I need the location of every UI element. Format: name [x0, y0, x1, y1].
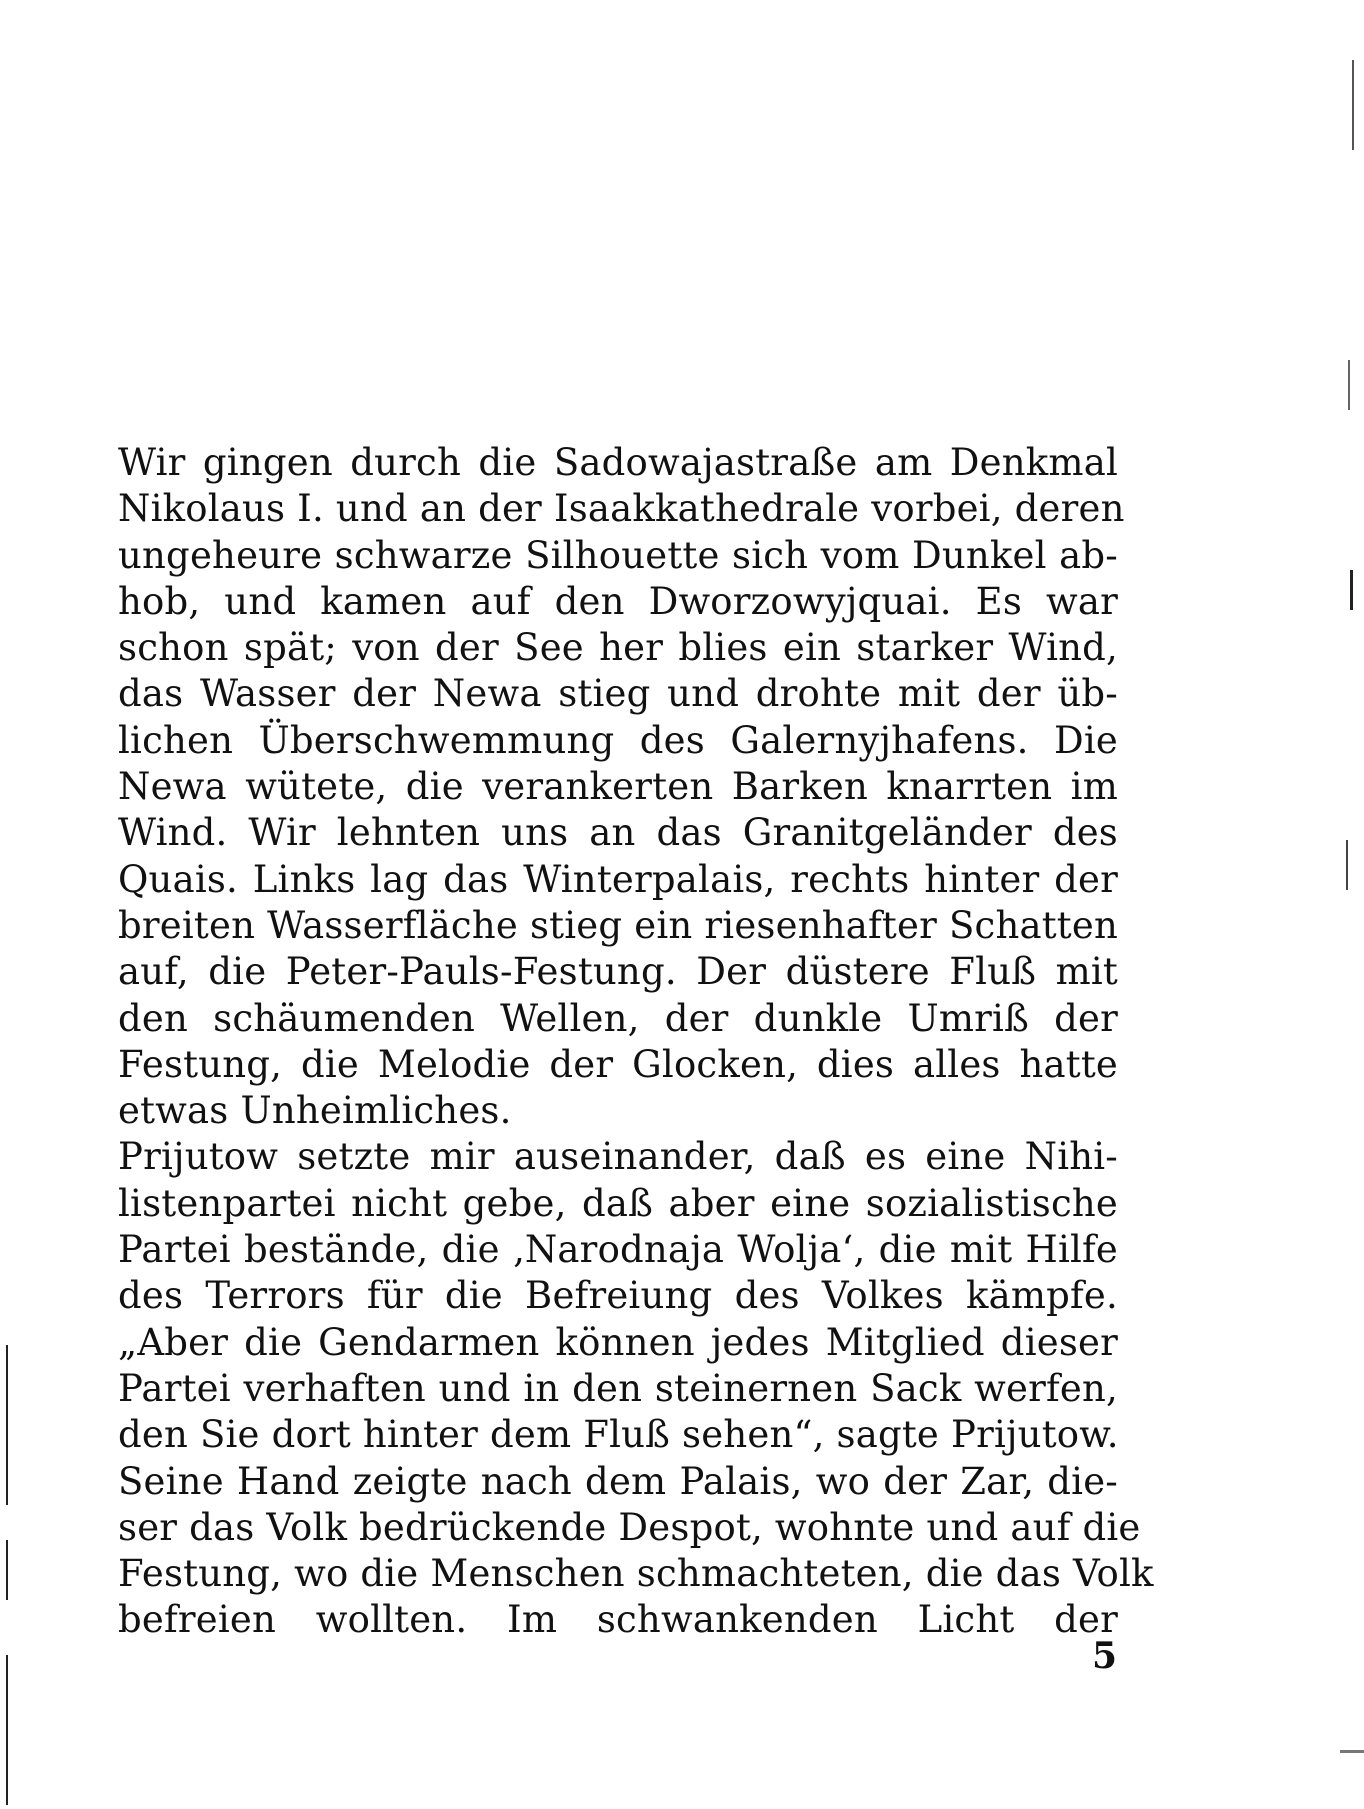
scan-edge-right	[1352, 60, 1354, 150]
text-line: des Terrors für die Befreiung des Volkes kämpfe.	[118, 1274, 1118, 1318]
scan-edge-left	[6, 1655, 8, 1805]
text-line: befreien wollten. Im schwankenden Licht der	[118, 1598, 1118, 1642]
text-line: Partei verhaften und in den steinernen Sack werfen,	[118, 1366, 1118, 1410]
text-line: lichen Überschwemmung des Galernyjhafens. Die	[118, 718, 1118, 762]
text-line: Festung, wo die Menschen schmachteten, die das Volk	[118, 1552, 1154, 1596]
scan-edge-right	[1346, 840, 1348, 890]
text-line: Wir gingen durch die Sadowajastraße am Denkmal	[118, 441, 1118, 484]
text-line: ser das Volk bedrückende Despot, wohnte und auf die	[118, 1505, 1141, 1549]
text-line: das Wasser der Newa stieg und drohte mit der üb-	[118, 672, 1118, 716]
scan-edge-right	[1348, 360, 1350, 410]
text-line: Newa wütete, die verankerten Barken knarrten im	[118, 765, 1118, 809]
text-line: „Aber die Gendarmen können jedes Mitglied dieser	[118, 1320, 1118, 1364]
text-line: Wind. Wir lehnten uns an das Granitgeländer des	[118, 811, 1118, 855]
scan-edge-right	[1350, 570, 1353, 610]
text-line: Festung, die Melodie der Glocken, dies alles hatte	[118, 1042, 1118, 1086]
text-line: den Sie dort hinter dem Fluß sehen“, sagte Prijutow.	[118, 1413, 1119, 1457]
text-line: auf, die Peter-Pauls-Festung. Der düstere Fluß mit	[118, 950, 1118, 994]
text-line: den schäumenden Wellen, der dunkle Umriß der	[118, 996, 1118, 1040]
text-line: breiten Wasserfläche stieg ein riesenhafter Schatten	[118, 903, 1118, 947]
text-line: etwas Unheimliches.	[118, 1089, 512, 1133]
text-line: Partei bestände, die ‚Narodnaja Wolja‘, die mit Hilfe	[118, 1228, 1118, 1272]
text-line: ungeheure schwarze Silhouette sich vom Dunkel ab-	[118, 533, 1118, 577]
text-line: Nikolaus I. und an der Isaakkathedrale vorbei, deren	[118, 487, 1125, 531]
body-text	[118, 440, 1154, 1644]
scan-edge-left	[6, 1345, 8, 1505]
text-line: schon spät; von der See her blies ein starker Wind,	[118, 626, 1118, 670]
text-line: listenpartei nicht gebe, daß aber eine sozialistische	[118, 1181, 1118, 1225]
text-line: hob, und kamen auf den Dworzowyjquai. Es war	[118, 579, 1118, 623]
page-number: 5	[1092, 1635, 1118, 1677]
scan-edge-right	[1340, 1750, 1364, 1753]
scan-edge-left	[6, 1540, 8, 1600]
text-line: Quais. Links lag das Winterpalais, rechts hinter der	[118, 857, 1118, 901]
text-line: Prijutow setzte mir auseinander, daß es eine Nihi-	[118, 1135, 1118, 1179]
text-line: Seine Hand zeigte nach dem Palais, wo der Zar, die-	[118, 1459, 1118, 1503]
